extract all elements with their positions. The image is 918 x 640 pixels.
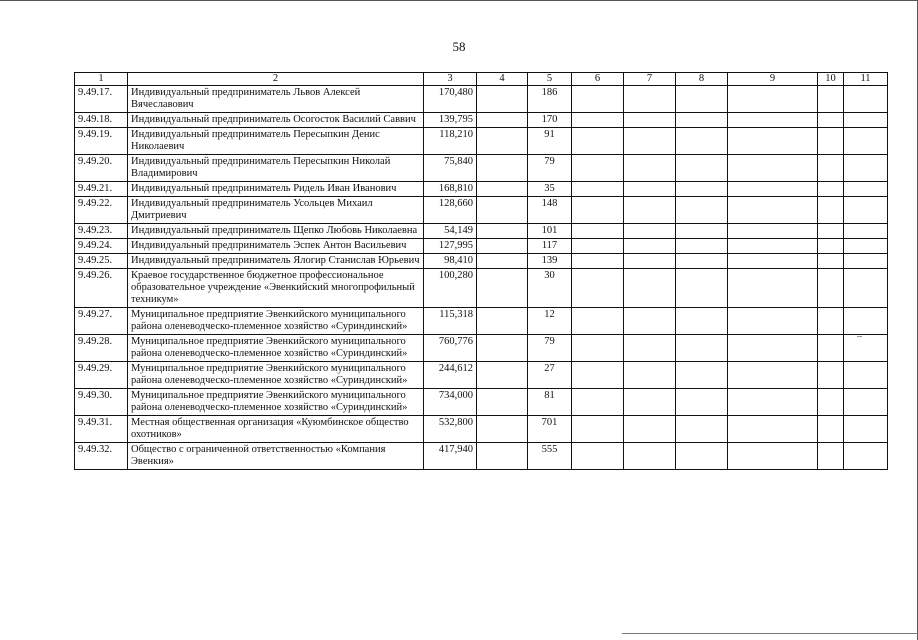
empty-cell bbox=[728, 443, 818, 470]
value-cell: 79 bbox=[528, 335, 572, 362]
value-cell: 101 bbox=[528, 224, 572, 239]
empty-cell bbox=[844, 389, 888, 416]
empty-cell bbox=[624, 182, 676, 197]
table-row bbox=[75, 113, 888, 128]
empty-cell bbox=[844, 362, 888, 389]
row-number: 9.49.20. bbox=[75, 155, 128, 182]
amount-cell: 98,410 bbox=[424, 254, 477, 269]
empty-cell bbox=[818, 269, 844, 308]
empty-cell bbox=[624, 416, 676, 443]
table-row bbox=[75, 197, 888, 224]
empty-cell bbox=[624, 86, 676, 113]
empty-cell bbox=[624, 197, 676, 224]
table-row bbox=[75, 308, 888, 335]
column-header: 3 bbox=[424, 73, 477, 86]
row-number: 9.49.29. bbox=[75, 362, 128, 389]
empty-cell bbox=[477, 113, 528, 128]
empty-cell bbox=[572, 335, 624, 362]
empty-cell bbox=[477, 389, 528, 416]
empty-cell bbox=[818, 155, 844, 182]
empty-cell bbox=[844, 197, 888, 224]
empty-cell bbox=[728, 86, 818, 113]
empty-cell bbox=[676, 182, 728, 197]
organization-name: Индивидуальный предприниматель Львов Алексей Вячеславович bbox=[128, 86, 424, 113]
empty-cell bbox=[728, 113, 818, 128]
amount-cell: 244,612 bbox=[424, 362, 477, 389]
row-number: 9.49.28. bbox=[75, 335, 128, 362]
organization-name: Муниципальное предприятие Эвенкийского муниципального района оленеводческо-племенное хозяйство «Суриндинский» bbox=[128, 335, 424, 362]
empty-cell bbox=[676, 389, 728, 416]
empty-cell bbox=[676, 197, 728, 224]
row-number: 9.49.24. bbox=[75, 239, 128, 254]
empty-cell bbox=[728, 254, 818, 269]
empty-cell bbox=[624, 239, 676, 254]
empty-cell bbox=[676, 86, 728, 113]
value-cell: 30 bbox=[528, 269, 572, 308]
value-cell: 186 bbox=[528, 86, 572, 113]
table-row bbox=[75, 362, 888, 389]
table-row bbox=[75, 269, 888, 308]
empty-cell bbox=[572, 362, 624, 389]
table-row bbox=[75, 128, 888, 155]
scan-edge bbox=[622, 633, 918, 634]
empty-cell bbox=[844, 86, 888, 113]
empty-cell bbox=[624, 254, 676, 269]
empty-cell bbox=[572, 239, 624, 254]
empty-cell bbox=[572, 308, 624, 335]
table-row bbox=[75, 155, 888, 182]
empty-cell bbox=[676, 416, 728, 443]
empty-cell bbox=[818, 113, 844, 128]
row-number: 9.49.23. bbox=[75, 224, 128, 239]
empty-cell bbox=[477, 239, 528, 254]
page-number: 58 bbox=[452, 39, 466, 54]
empty-cell bbox=[477, 182, 528, 197]
table-row bbox=[75, 335, 888, 362]
empty-cell bbox=[676, 254, 728, 269]
column-header: 1 bbox=[75, 73, 128, 86]
empty-cell bbox=[477, 308, 528, 335]
organization-name: Индивидуальный предприниматель Пересыпкин Николай Владимирович bbox=[128, 155, 424, 182]
empty-cell bbox=[844, 239, 888, 254]
organization-name: Индивидуальный предприниматель Осогосток Василий Саввич bbox=[128, 113, 424, 128]
empty-cell bbox=[844, 155, 888, 182]
empty-cell bbox=[477, 86, 528, 113]
amount-cell: 760,776 bbox=[424, 335, 477, 362]
empty-cell bbox=[728, 335, 818, 362]
amount-cell: 139,795 bbox=[424, 113, 477, 128]
value-cell: 555 bbox=[528, 443, 572, 470]
row-number: 9.49.27. bbox=[75, 308, 128, 335]
empty-cell bbox=[818, 362, 844, 389]
empty-cell bbox=[728, 416, 818, 443]
empty-cell bbox=[477, 254, 528, 269]
table-row bbox=[75, 416, 888, 443]
table-row bbox=[75, 254, 888, 269]
organization-name: Индивидуальный предприниматель Пересыпкин Денис Николаевич bbox=[128, 128, 424, 155]
empty-cell bbox=[676, 113, 728, 128]
row-number: 9.49.18. bbox=[75, 113, 128, 128]
column-header: 8 bbox=[676, 73, 728, 86]
empty-cell bbox=[818, 335, 844, 362]
empty-cell bbox=[477, 443, 528, 470]
empty-cell bbox=[676, 362, 728, 389]
empty-cell bbox=[572, 128, 624, 155]
value-cell: 117 bbox=[528, 239, 572, 254]
empty-cell bbox=[728, 239, 818, 254]
empty-cell bbox=[676, 335, 728, 362]
empty-cell bbox=[477, 416, 528, 443]
amount-cell: 118,210 bbox=[424, 128, 477, 155]
empty-cell bbox=[676, 269, 728, 308]
row-number: 9.49.17. bbox=[75, 86, 128, 113]
row-number: 9.49.25. bbox=[75, 254, 128, 269]
column-header: 7 bbox=[624, 73, 676, 86]
column-header: 4 bbox=[477, 73, 528, 86]
column-header: 9 bbox=[728, 73, 818, 86]
empty-cell bbox=[676, 308, 728, 335]
table-row bbox=[75, 389, 888, 416]
empty-cell bbox=[676, 155, 728, 182]
row-number: 9.49.31. bbox=[75, 416, 128, 443]
value-cell: 91 bbox=[528, 128, 572, 155]
amount-cell: 128,660 bbox=[424, 197, 477, 224]
empty-cell bbox=[477, 224, 528, 239]
column-header: 2 bbox=[128, 73, 424, 86]
empty-cell bbox=[818, 86, 844, 113]
value-cell: 27 bbox=[528, 362, 572, 389]
empty-cell bbox=[844, 182, 888, 197]
amount-cell: 532,800 bbox=[424, 416, 477, 443]
empty-cell bbox=[676, 128, 728, 155]
value-cell: 139 bbox=[528, 254, 572, 269]
empty-cell bbox=[844, 416, 888, 443]
empty-cell bbox=[477, 155, 528, 182]
empty-cell bbox=[572, 155, 624, 182]
value-cell: 81 bbox=[528, 389, 572, 416]
amount-cell: 127,995 bbox=[424, 239, 477, 254]
amount-cell: 168,810 bbox=[424, 182, 477, 197]
amount-cell: 170,480 bbox=[424, 86, 477, 113]
column-header: 6 bbox=[572, 73, 624, 86]
organization-name: Индивидуальный предприниматель Ридель Иван Иванович bbox=[128, 182, 424, 197]
empty-cell bbox=[844, 224, 888, 239]
empty-cell bbox=[844, 308, 888, 335]
row-number: 9.49.32. bbox=[75, 443, 128, 470]
empty-cell bbox=[624, 308, 676, 335]
organization-name: Местная общественная организация «Куюмбинское общество охотников» bbox=[128, 416, 424, 443]
empty-cell bbox=[624, 113, 676, 128]
empty-cell bbox=[624, 362, 676, 389]
amount-cell: 417,940 bbox=[424, 443, 477, 470]
empty-cell bbox=[624, 224, 676, 239]
empty-cell bbox=[676, 443, 728, 470]
value-cell: 79 bbox=[528, 155, 572, 182]
empty-cell bbox=[624, 443, 676, 470]
organization-name: Муниципальное предприятие Эвенкийского муниципального района оленеводческо-племенное хозяйство «Суриндинский» bbox=[128, 308, 424, 335]
empty-cell bbox=[572, 224, 624, 239]
value-cell: 148 bbox=[528, 197, 572, 224]
value-cell: 35 bbox=[528, 182, 572, 197]
value-cell: 701 bbox=[528, 416, 572, 443]
amount-cell: 734,000 bbox=[424, 389, 477, 416]
empty-cell bbox=[624, 389, 676, 416]
empty-cell bbox=[818, 308, 844, 335]
row-number: 9.49.19. bbox=[75, 128, 128, 155]
organization-name: Индивидуальный предприниматель Щепко Любовь Николаевна bbox=[128, 224, 424, 239]
row-number: 9.49.30. bbox=[75, 389, 128, 416]
amount-cell: 54,149 bbox=[424, 224, 477, 239]
table-row bbox=[75, 443, 888, 470]
empty-cell bbox=[728, 224, 818, 239]
row-number: 9.49.26. bbox=[75, 269, 128, 308]
header-row bbox=[75, 73, 888, 86]
empty-cell bbox=[572, 197, 624, 224]
row-number: 9.49.21. bbox=[75, 182, 128, 197]
empty-cell bbox=[676, 224, 728, 239]
empty-cell bbox=[818, 182, 844, 197]
amount-cell: 100,280 bbox=[424, 269, 477, 308]
empty-cell bbox=[844, 128, 888, 155]
empty-cell bbox=[728, 197, 818, 224]
empty-cell bbox=[818, 128, 844, 155]
empty-cell bbox=[728, 308, 818, 335]
empty-cell bbox=[477, 269, 528, 308]
table-row bbox=[75, 86, 888, 113]
empty-cell bbox=[572, 416, 624, 443]
empty-cell bbox=[818, 224, 844, 239]
column-header: 11 bbox=[844, 73, 888, 86]
value-cell: 170 bbox=[528, 113, 572, 128]
empty-cell bbox=[572, 86, 624, 113]
empty-cell bbox=[844, 269, 888, 308]
empty-cell bbox=[818, 416, 844, 443]
empty-cell bbox=[844, 254, 888, 269]
table-row bbox=[75, 182, 888, 197]
value-cell: 12 bbox=[528, 308, 572, 335]
empty-cell bbox=[477, 197, 528, 224]
amount-cell: 115,318 bbox=[424, 308, 477, 335]
empty-cell bbox=[844, 113, 888, 128]
organization-name: Краевое государственное бюджетное профессиональное образовательное учреждение «Эвенкийский многопрофильный техникум» bbox=[128, 269, 424, 308]
empty-cell bbox=[572, 182, 624, 197]
empty-cell bbox=[572, 269, 624, 308]
empty-cell bbox=[572, 254, 624, 269]
empty-cell bbox=[728, 362, 818, 389]
empty-cell bbox=[477, 128, 528, 155]
empty-cell bbox=[728, 389, 818, 416]
table-row bbox=[75, 239, 888, 254]
organization-name: Муниципальное предприятие Эвенкийского муниципального района оленеводческо-племенное хозяйство «Суриндинский» bbox=[128, 362, 424, 389]
empty-cell bbox=[572, 443, 624, 470]
amount-cell: 75,840 bbox=[424, 155, 477, 182]
organization-name: Индивидуальный предприниматель Усольцев Михаил Дмитриевич bbox=[128, 197, 424, 224]
empty-cell bbox=[818, 389, 844, 416]
empty-cell bbox=[676, 239, 728, 254]
empty-cell bbox=[818, 254, 844, 269]
data-table bbox=[74, 72, 888, 470]
empty-cell bbox=[624, 269, 676, 308]
empty-cell bbox=[818, 443, 844, 470]
empty-cell bbox=[844, 335, 888, 362]
empty-cell bbox=[624, 155, 676, 182]
column-header: 5 bbox=[528, 73, 572, 86]
empty-cell bbox=[572, 389, 624, 416]
empty-cell bbox=[624, 335, 676, 362]
column-header: 10 bbox=[818, 73, 844, 86]
empty-cell bbox=[728, 182, 818, 197]
empty-cell bbox=[818, 239, 844, 254]
organization-name: Индивидуальный предприниматель Эспек Антон Васильевич bbox=[128, 239, 424, 254]
empty-cell bbox=[624, 128, 676, 155]
empty-cell bbox=[477, 362, 528, 389]
empty-cell bbox=[572, 113, 624, 128]
organization-name: Общество с ограниченной ответственностью «Компания Эвенкия» bbox=[128, 443, 424, 470]
empty-cell bbox=[728, 155, 818, 182]
table-row bbox=[75, 224, 888, 239]
organization-name: Муниципальное предприятие Эвенкийского муниципального района оленеводческо-племенное хозяйство «Суриндинский» bbox=[128, 389, 424, 416]
row-number: 9.49.22. bbox=[75, 197, 128, 224]
empty-cell bbox=[818, 197, 844, 224]
table-body bbox=[75, 86, 888, 470]
empty-cell bbox=[844, 443, 888, 470]
scan-mark bbox=[857, 336, 862, 337]
empty-cell bbox=[728, 269, 818, 308]
empty-cell bbox=[477, 335, 528, 362]
empty-cell bbox=[728, 128, 818, 155]
organization-name: Индивидуальный предприниматель Ялогир Станислав Юрьевич bbox=[128, 254, 424, 269]
